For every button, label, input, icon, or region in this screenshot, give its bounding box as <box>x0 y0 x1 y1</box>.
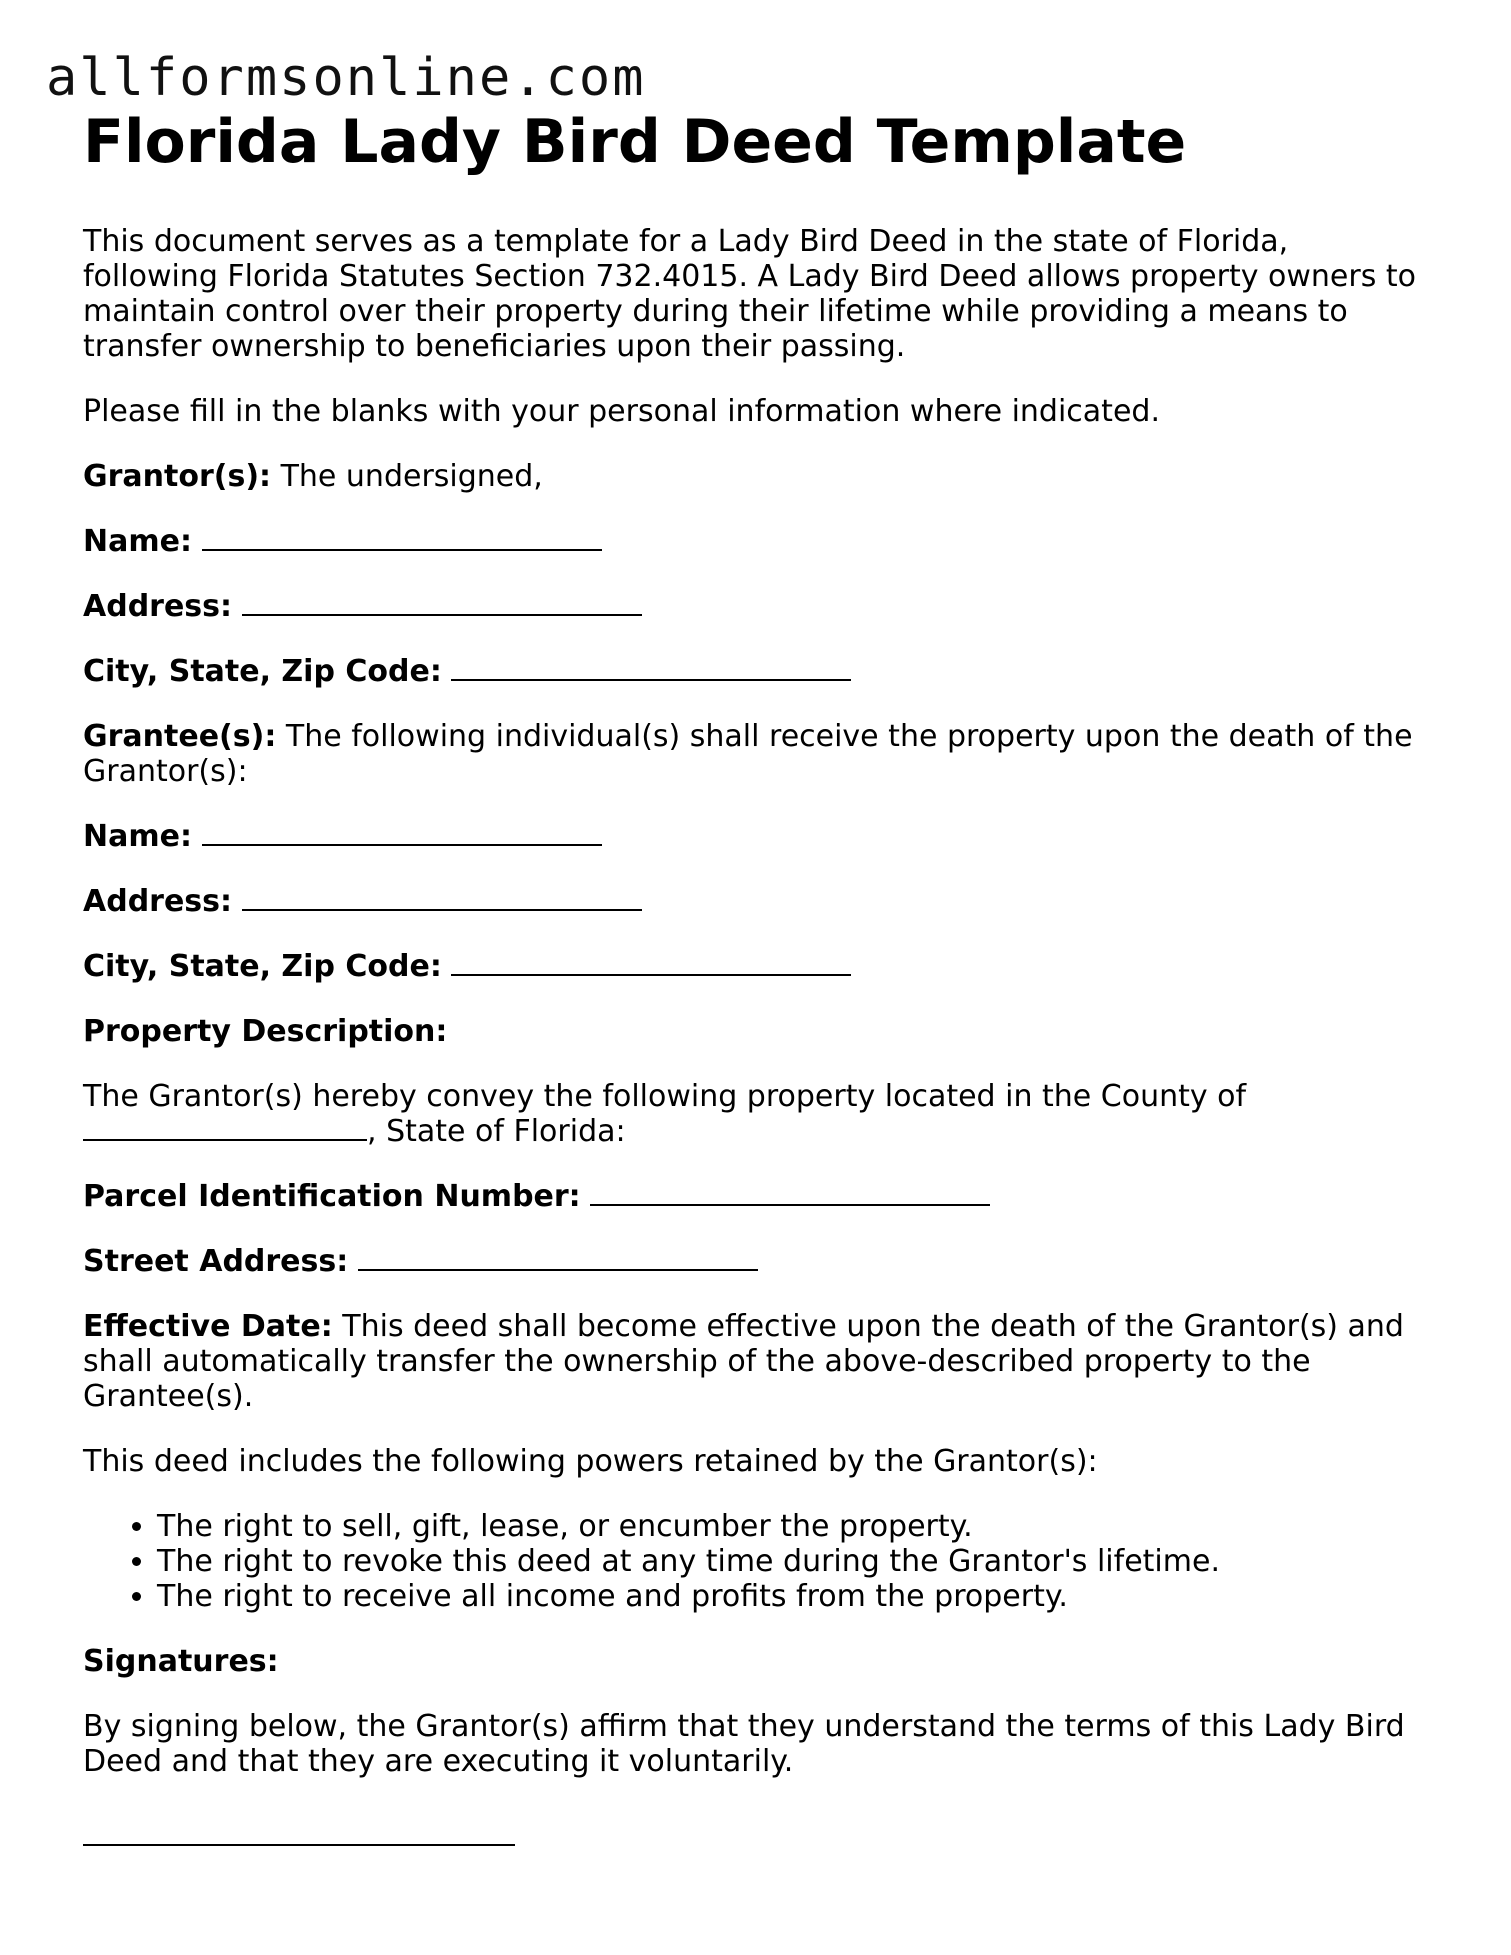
county-field[interactable] <box>83 1138 367 1141</box>
property-text-after: , State of Florida: <box>367 1114 626 1149</box>
effective-date-text: This deed shall become effective upon the death of the Grantor(s) and shall automatically transfer the ownership of the above-described property to the Grantee(s). <box>83 1309 1404 1414</box>
grantee-address-field[interactable] <box>242 908 642 911</box>
grantee-city-label: City, State, Zip Code: <box>83 949 442 984</box>
grantor-heading <box>83 459 1428 494</box>
grantor-city-field[interactable] <box>451 678 851 681</box>
grantor-address-label: Address: <box>83 589 233 624</box>
intro-paragraph: This document serves as a template for a Lady Bird Deed in the state of Florida, following Florida Statutes Section 732.4015. A Lady Bird Deed allows property owners to maintain control over their property during their lifetime while providing a means to transfer ownership to beneficiaries upon their passing. <box>83 224 1416 364</box>
grantee-city-field[interactable] <box>451 973 851 976</box>
powers-intro: This deed includes the following powers retained by the Grantor(s): <box>83 1444 1098 1479</box>
grantee-name-label: Name: <box>83 819 192 854</box>
signatures-paragraph: By signing below, the Grantor(s) affirm that they understand the terms of this Lady Bird Deed and that they are executing it voluntarily. <box>83 1709 1405 1779</box>
street-address-field[interactable] <box>358 1268 758 1271</box>
grantee-label: Grantee(s): <box>83 719 277 754</box>
power-item: • The right to revoke this deed at any time during the Grantor's lifetime. <box>157 1544 1428 1579</box>
grantee-address-label: Address: <box>83 884 233 919</box>
effective-date-paragraph <box>83 1309 1428 1414</box>
grantor-name-label: Name: <box>83 524 192 559</box>
grantee-name-field[interactable] <box>202 843 602 846</box>
site-watermark: allformsonline.com <box>46 48 646 108</box>
property-text-before: The Grantor(s) hereby convey the following property located in the County of <box>83 1079 1247 1114</box>
grantor-address-row <box>83 589 1428 624</box>
grantor-city-label: City, State, Zip Code: <box>83 654 442 689</box>
deed-document <box>83 104 1428 1846</box>
power-item: • The right to receive all income and profits from the property. <box>157 1579 1428 1614</box>
powers-list <box>83 1509 1428 1614</box>
parcel-row <box>83 1179 1428 1214</box>
parcel-number-field[interactable] <box>590 1203 990 1206</box>
parcel-label: Parcel Identification Number: <box>83 1179 581 1214</box>
grantee-text: The following individual(s) shall receive the property upon the death of the Grantor(s): <box>83 719 1413 789</box>
signatures-heading: Signatures: <box>83 1644 279 1679</box>
grantor-text: The undersigned, <box>271 459 543 494</box>
grantee-city-row <box>83 949 1428 984</box>
street-row <box>83 1244 1428 1279</box>
instructions-paragraph: Please fill in the blanks with your personal information where indicated. <box>83 394 1160 429</box>
signature-line[interactable] <box>83 1843 515 1846</box>
grantee-name-row <box>83 819 1428 854</box>
street-label: Street Address: <box>83 1244 349 1279</box>
effective-date-label: Effective Date: <box>83 1309 333 1344</box>
grantee-heading <box>83 719 1428 789</box>
grantor-address-field[interactable] <box>242 613 642 616</box>
power-item: • The right to sell, gift, lease, or encumber the property. <box>157 1509 1428 1544</box>
page-title: Florida Lady Bird Deed Template <box>83 107 1187 177</box>
property-heading: Property Description: <box>83 1014 448 1049</box>
grantor-name-row <box>83 524 1428 559</box>
grantor-label: Grantor(s): <box>83 459 272 494</box>
grantor-city-row <box>83 654 1428 689</box>
grantor-name-field[interactable] <box>202 548 602 551</box>
grantee-address-row <box>83 884 1428 919</box>
property-county-row <box>83 1079 1428 1149</box>
